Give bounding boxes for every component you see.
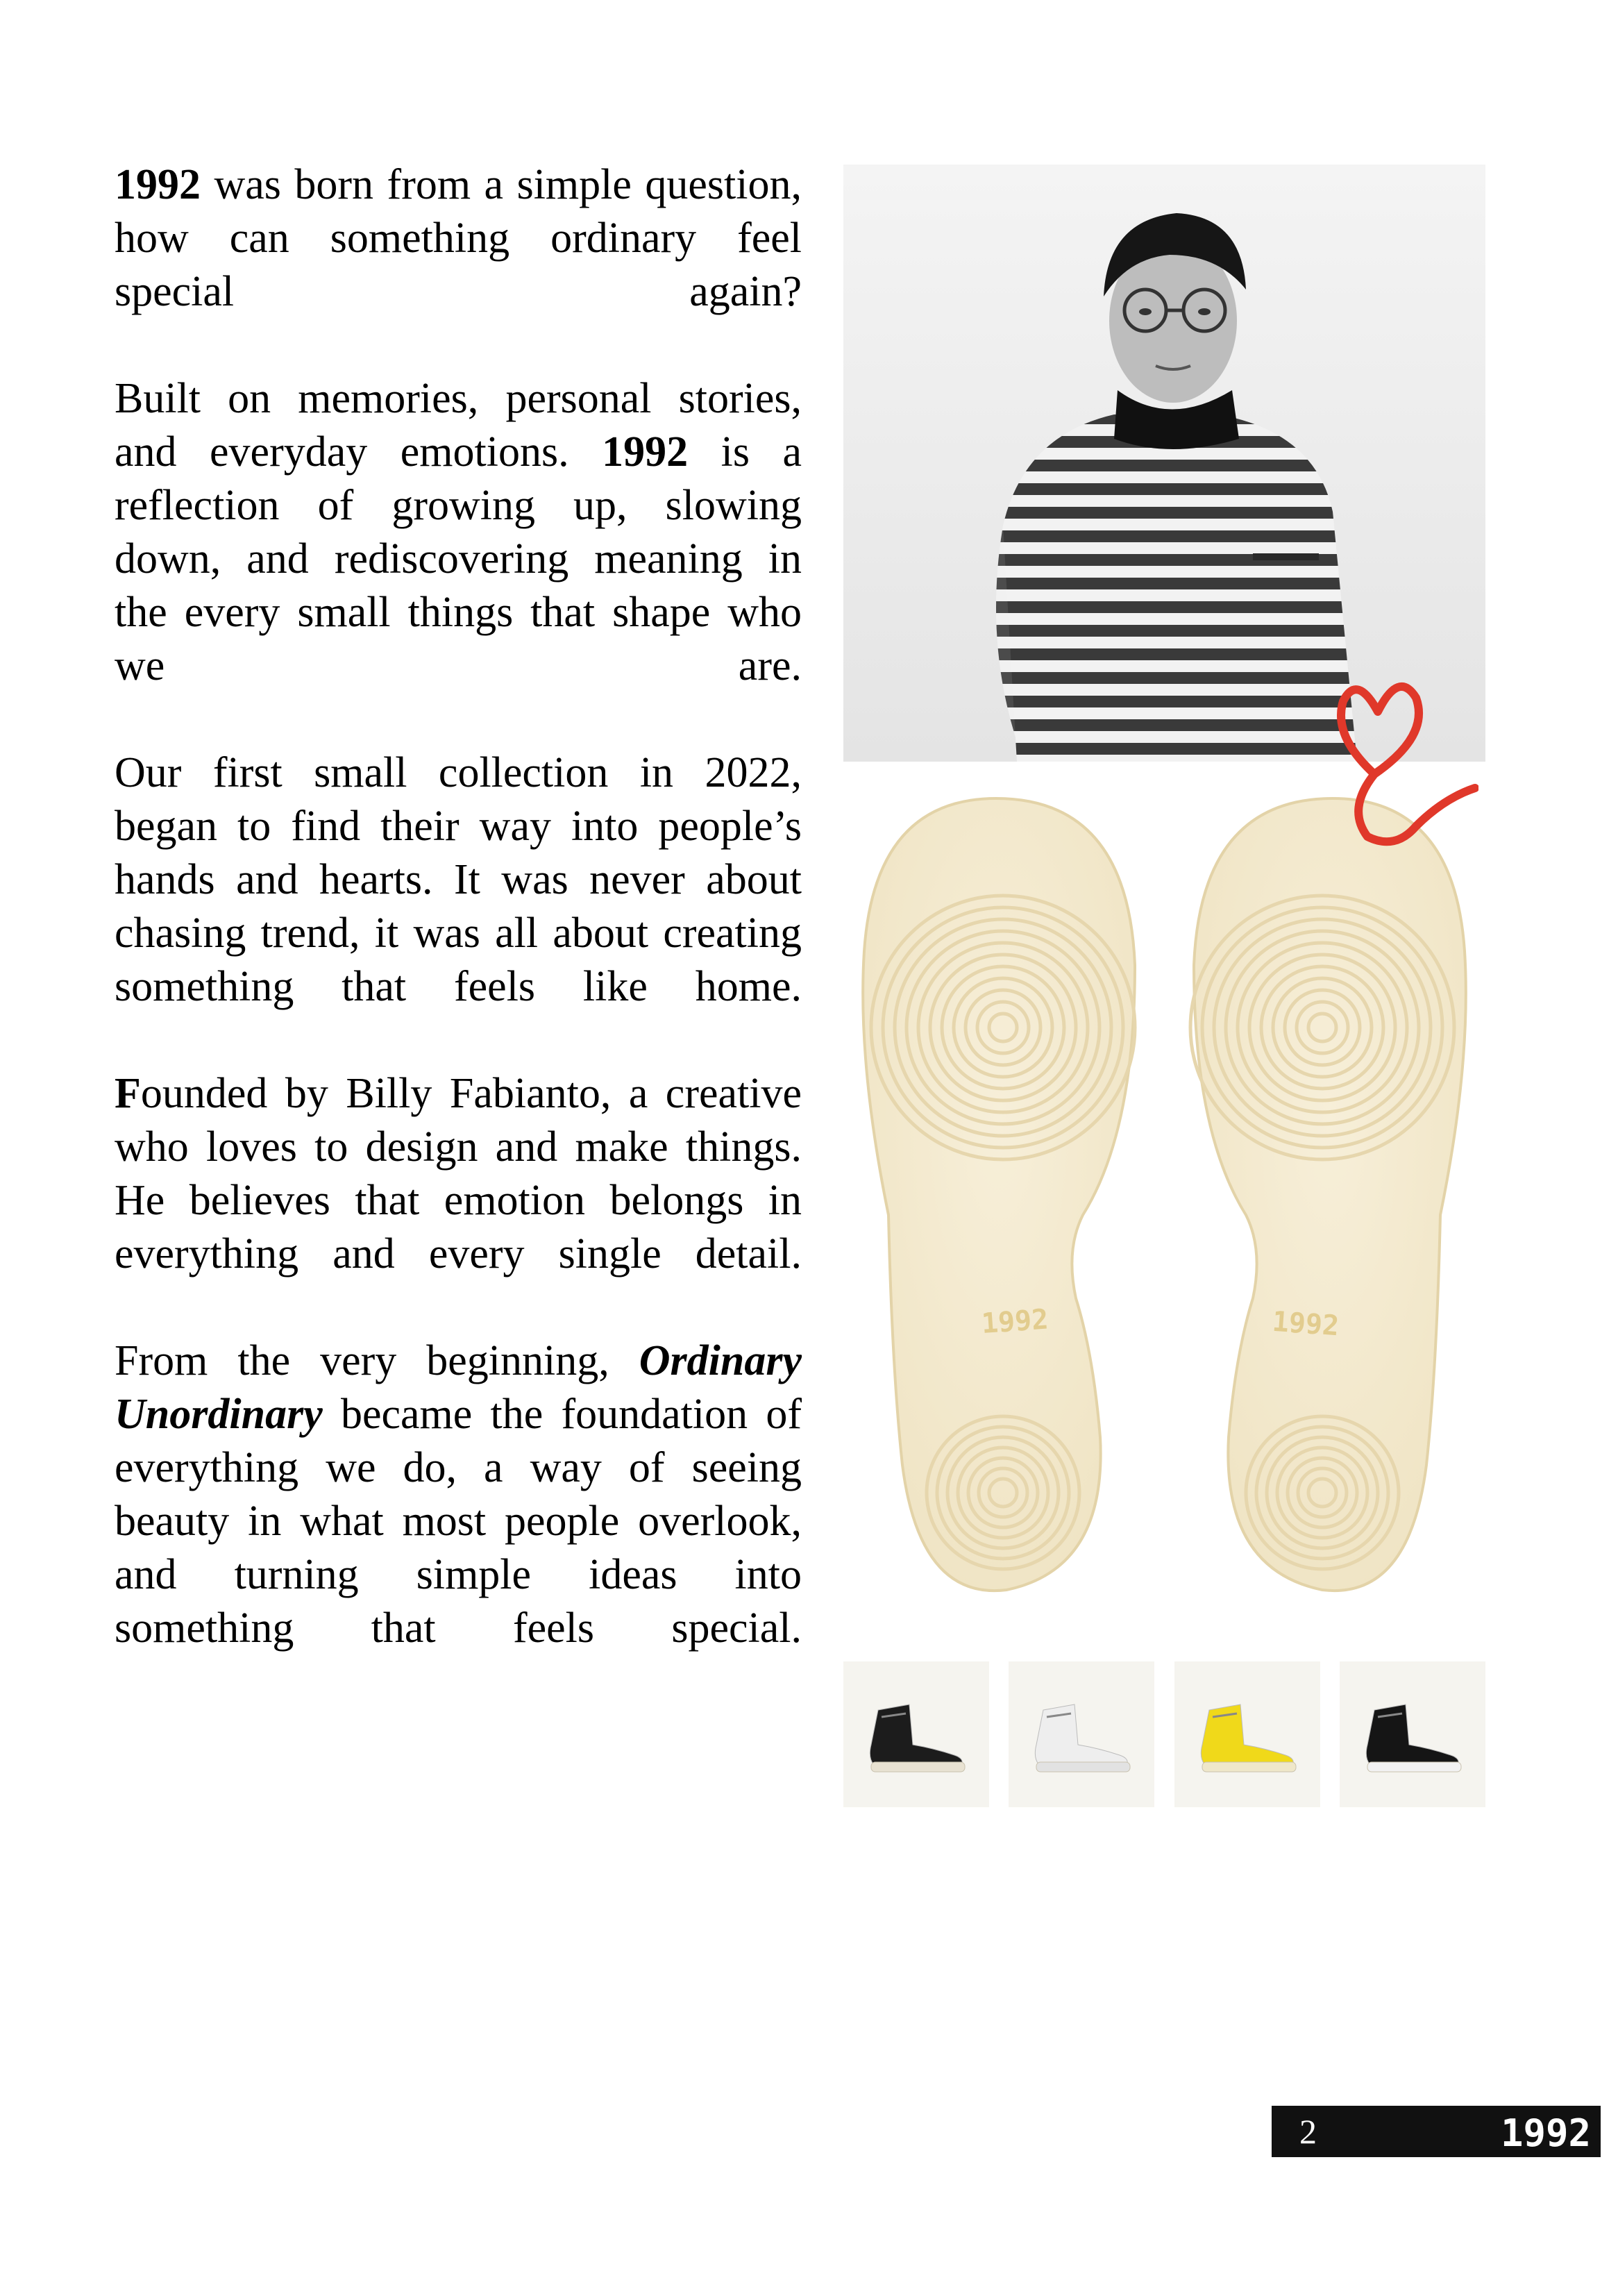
black-sneaker-thumbnail[interactable] xyxy=(843,1661,989,1807)
text-run: was born from a simple xyxy=(201,161,632,208)
paragraph-2 xyxy=(115,372,802,693)
paragraph-4 xyxy=(115,1067,802,1281)
sneaker-thumbnails xyxy=(843,1661,1485,1807)
text-run: it was all about creating xyxy=(374,910,802,957)
shoe-soles-photo xyxy=(843,771,1485,1639)
text-run: ounded by Billy Fabianto, xyxy=(140,1070,612,1117)
black-sneaker-image xyxy=(843,1661,989,1807)
text-run: emotion belongs in everything xyxy=(115,1177,802,1277)
text-run: the foundation of everything xyxy=(115,1391,802,1491)
text-run: into people’s hands and hearts. xyxy=(115,803,802,903)
yellow-sneaker-thumbnail[interactable] xyxy=(1174,1661,1320,1807)
white-sneaker-image xyxy=(1009,1661,1154,1807)
text-run: we do, a way of seeing beauty xyxy=(115,1444,802,1545)
brand-logo xyxy=(1488,2111,1592,2152)
yellow-sneaker-image xyxy=(1174,1661,1320,1807)
heart-doodle xyxy=(1305,670,1478,864)
text-run: and every single detail. xyxy=(332,1230,802,1277)
text-run: Ordinary Unordinary xyxy=(115,1337,802,1438)
text-run: began to find their way xyxy=(115,803,551,850)
white-sneaker-thumbnail[interactable] xyxy=(1009,1661,1154,1807)
black-leather-sneaker-thumbnail[interactable] xyxy=(1340,1661,1485,1807)
page-number: 2 xyxy=(1299,2112,1317,2151)
text-run: something that feels like home. xyxy=(115,963,802,1010)
black-leather-sneaker-image xyxy=(1340,1661,1485,1807)
text-run: a creative who loves to design and xyxy=(115,1070,802,1171)
brand-logo-text: 1992 xyxy=(1500,2111,1591,2152)
paragraph-5 xyxy=(115,1334,802,1655)
text-run: make things. He believes that xyxy=(115,1123,802,1224)
left-sole xyxy=(863,798,1135,1591)
text-run: stories, and everyday emotions. xyxy=(115,375,802,476)
text-run: and turning simple ideas into xyxy=(115,1551,802,1598)
body-text xyxy=(115,158,802,1709)
text-run: in what most people overlook, xyxy=(248,1498,802,1545)
text-run: question, how can something xyxy=(115,161,802,262)
right-sole xyxy=(1194,798,1466,1591)
text-run: ordinary feel special again? xyxy=(115,215,802,315)
paragraph-1 xyxy=(115,158,802,319)
text-run: meaning in the every small things xyxy=(115,535,802,636)
heart-icon xyxy=(1305,670,1478,864)
text-run: slowing down, and rediscovering xyxy=(115,482,802,583)
shoe-soles-illustration xyxy=(843,771,1485,1639)
footer-bar xyxy=(1272,2106,1601,2157)
paragraph-3 xyxy=(115,746,802,1014)
text-run: F xyxy=(115,1070,141,1117)
text-run: 1992 xyxy=(602,428,689,476)
text-run: became xyxy=(322,1391,473,1438)
left-sole-logo: 1992 xyxy=(980,1303,1050,1340)
text-run: is a reflection of growing up, xyxy=(115,428,802,529)
text-run: something that feels special. xyxy=(115,1604,802,1652)
text-run: that shape who we are. xyxy=(115,589,802,689)
right-sole-logo: 1992 xyxy=(1271,1305,1340,1343)
text-run: Built on memories, personal xyxy=(115,375,652,422)
text-run: From the very beginning, xyxy=(115,1337,609,1384)
text-run: 1992 xyxy=(115,161,201,208)
text-run: Our first small collection in 2022, xyxy=(115,749,802,796)
text-run: It was never about chasing trend, xyxy=(115,856,802,957)
